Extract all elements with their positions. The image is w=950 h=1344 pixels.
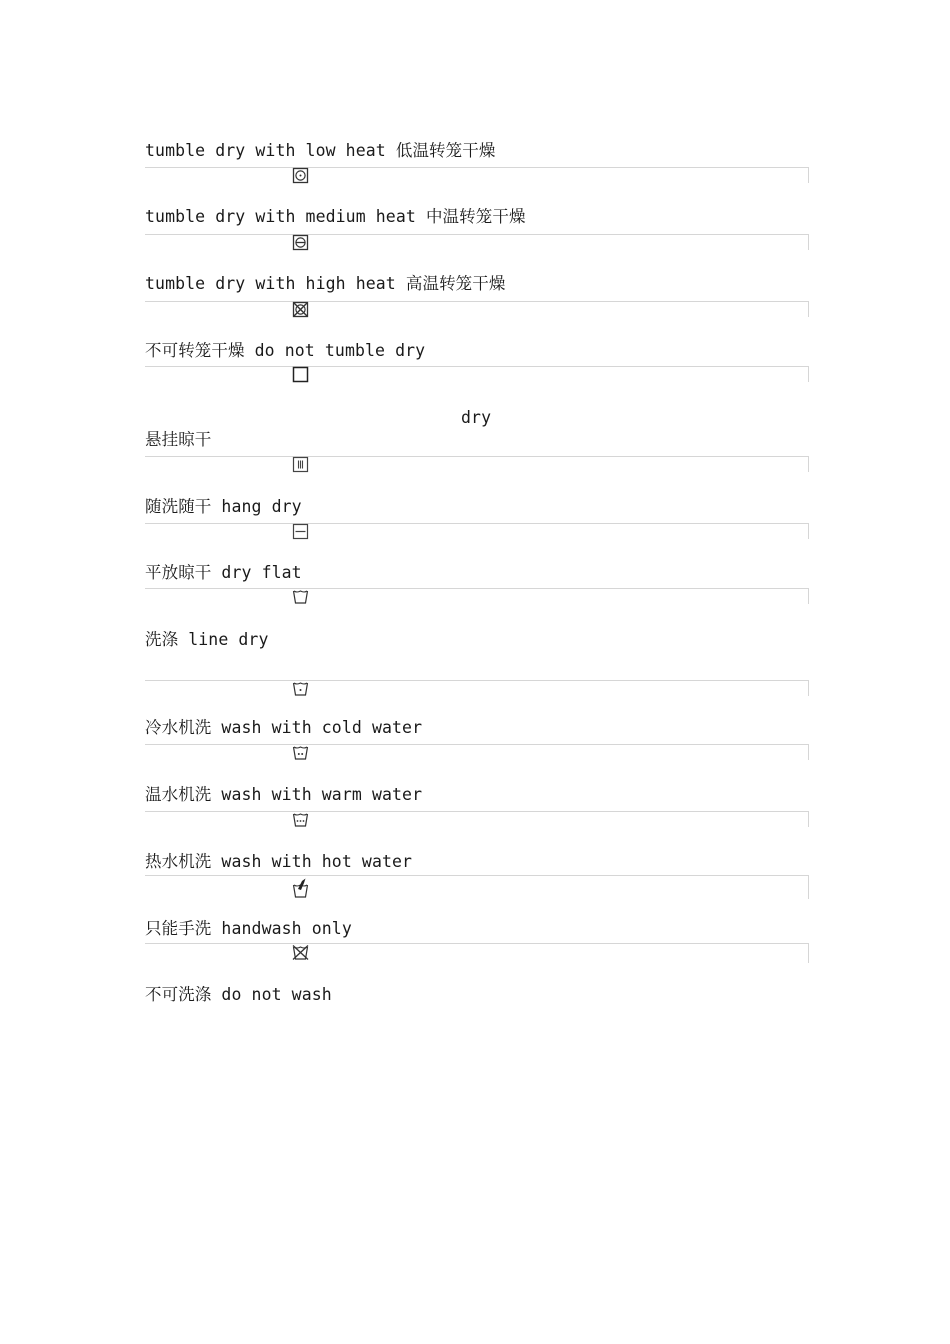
- care-label-line-dry: 洗涤 line dry: [145, 630, 269, 649]
- row-divider: [145, 588, 809, 604]
- care-label-hang-dry-en: 随洗随干 hang dry: [145, 497, 302, 516]
- wash-tub-icon: [292, 588, 309, 605]
- care-label-do-not-wash: 不可洗涤 do not wash: [145, 985, 332, 1004]
- care-label-tumble-low: tumble dry with low heat 低温转笼干燥: [145, 141, 496, 160]
- tumble-dry-high-icon: [292, 301, 309, 318]
- row-divider: [145, 680, 809, 696]
- row-divider: [145, 301, 809, 317]
- row-divider: [145, 943, 809, 963]
- row-divider: [145, 366, 809, 382]
- row-divider: [145, 811, 809, 827]
- handwash-icon: [292, 877, 309, 899]
- care-label-wash-hot: 热水机洗 wash with hot water: [145, 852, 413, 871]
- tumble-dry-low-icon: [292, 167, 309, 184]
- care-label-handwash: 只能手洗 handwash only: [145, 919, 352, 938]
- hang-dry-icon: [292, 456, 309, 473]
- row-divider: [145, 875, 809, 899]
- wash-hot-icon: [292, 811, 309, 828]
- wash-warm-icon: [292, 744, 309, 761]
- tumble-dry-square-icon: [292, 366, 309, 383]
- care-label-tumble-high: tumble dry with high heat 高温转笼干燥: [145, 274, 506, 293]
- row-divider: [145, 456, 809, 472]
- row-divider: [145, 234, 809, 250]
- wash-cold-icon: [292, 680, 309, 697]
- care-label-dry-word: dry: [461, 408, 492, 427]
- row-divider: [145, 523, 809, 539]
- care-label-hang-dry: 悬挂晾干: [145, 430, 212, 449]
- care-label-wash-cold: 冷水机洗 wash with cold water: [145, 718, 423, 737]
- tumble-dry-medium-icon: [292, 234, 309, 251]
- do-not-wash-icon: [292, 944, 309, 961]
- row-divider: [145, 167, 809, 183]
- care-label-no-tumble: 不可转笼干燥 do not tumble dry: [145, 341, 426, 360]
- row-divider: [145, 744, 809, 760]
- care-label-wash-warm: 温水机洗 wash with warm water: [145, 785, 423, 804]
- dry-flat-icon: [292, 523, 309, 540]
- care-label-dry-flat: 平放晾干 dry flat: [145, 563, 302, 582]
- care-label-tumble-medium: tumble dry with medium heat 中温转笼干燥: [145, 207, 526, 226]
